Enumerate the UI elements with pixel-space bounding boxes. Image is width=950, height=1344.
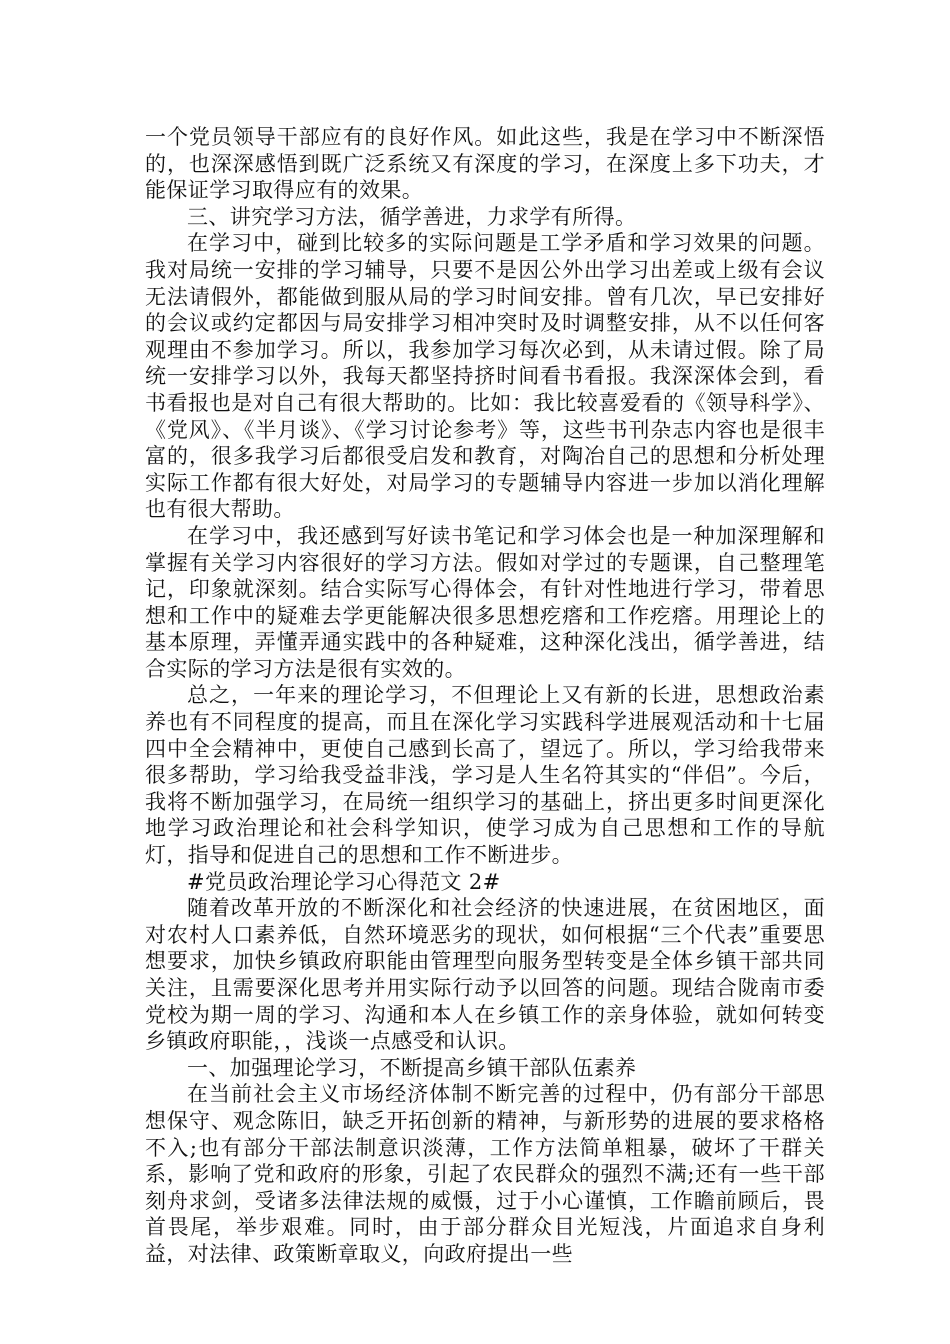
paragraph-7: 随着改革开放的不断深化和社会经济的快速进展，在贫困地区，面对农村人口素养低，自然环境恶劣的现状，如何根据“三个代表”重要思想要求，加快乡镇政府职能由管理型向服务型转变是全体乡镇干部共同关注，且需要深化思考并用实际行动予以回答的问题。现结合陇南市委党校为期一周的学习、沟通和本人在乡镇工作的亲身体验，就如何转变乡镇政府职能，，浅谈一点感受和认识。 [145,896,825,1054]
section-heading-3: 三、讲究学习方法，循学善进，力求学有所得。 [187,204,637,229]
document-body [145,124,825,1268]
paragraph-1: 一个党员领导干部应有的良好作风。如此这些，我是在学习中不断深悟的，也深深感悟到既广泛系统又有深度的学习，在深度上多下功夫，才能保证学习取得应有的效果。 [145,125,825,203]
paragraph-5: 总之，一年来的理论学习，不但理论上又有新的长进，思想政治素养也有不同程度的提高，而且在深化学习实践科学进展观活动和十七届四中全会精神中，更使自己感到长高了，望远了。所以，学习给我带来很多帮助，学习给我受益非浅，学习是人生名符其实的“伴侣”。今后，我将不断加强学习，在局统一组织学习的基础上，挤出更多时间更深化地学习政治理论和社会科学知识，使学习成为自己思想和工作的导航灯，指导和促进自己的思想和工作不断进步。 [145,683,825,868]
paragraph-9: 在当前社会主义市场经济体制不断完善的过程中，仍有部分干部思想保守、观念陈旧，缺乏开拓创新的精神，与新形势的进展的要求格格不入;也有部分干部法制意识淡薄，工作方法简单粗暴，破坏了干群关系，影响了党和政府的形象，引起了农民群众的强烈不满;还有一些干部刻舟求剑，受诸多法律法规的威慑，过于小心谨慎，工作瞻前顾后，畏首畏尾，举步艰难。同时，由于部分群众目光短浅，片面追求自身利益，对法律、政策断章取义，向政府提出一些 [145,1082,825,1266]
paragraph-4: 在学习中，我还感到写好读书笔记和学习体会也是一种加深理解和掌握有关学习内容很好的学习方法。假如对学过的专题课，自己整理笔记，印象就深刻。结合实际写心得体会，有针对性地进行学习，带着思想和工作中的疑难去学更能解决很多思想疙瘩和工作疙瘩。用理论上的基本原理，弄懂弄通实践中的各种疑难，这种深化浅出，循学善进，结合实际的学习方法是很有实效的。 [145,523,825,681]
section-heading-1: 一、加强理论学习，不断提高乡镇干部队伍素养 [187,1055,637,1080]
paragraph-3: 在学习中，碰到比较多的实际问题是工学矛盾和学习效果的问题。我对局统一安排的学习辅导，只要不是因公外出学习出差或上级有会议无法请假外，都能做到服从局的学习时间安排。曾有几次，早已安排好的会议或约定都因与局安排学习相冲突时及时调整安排，从不以任何客观理由不参加学习。所以，我参加学习每次必到，从未请过假。除了局统一安排学习以外，我每天都坚持挤时间看书看报。我深深体会到，看书看报也是对自己有很大帮助的。比如：我比较喜爱看的《领导科学》、《党风》、《半月谈》、《学习讨论参考》等，这些书刊杂志内容也是很丰富的，很多我学习后都很受启发和教育，对陶冶自己的思想和分析处理实际工作都有很大好处，对局学习的专题辅导内容进一步加以消化理解也有很大帮助。 [145,231,825,522]
article-title-2: #党员政治理论学习心得范文 2# [187,869,501,894]
